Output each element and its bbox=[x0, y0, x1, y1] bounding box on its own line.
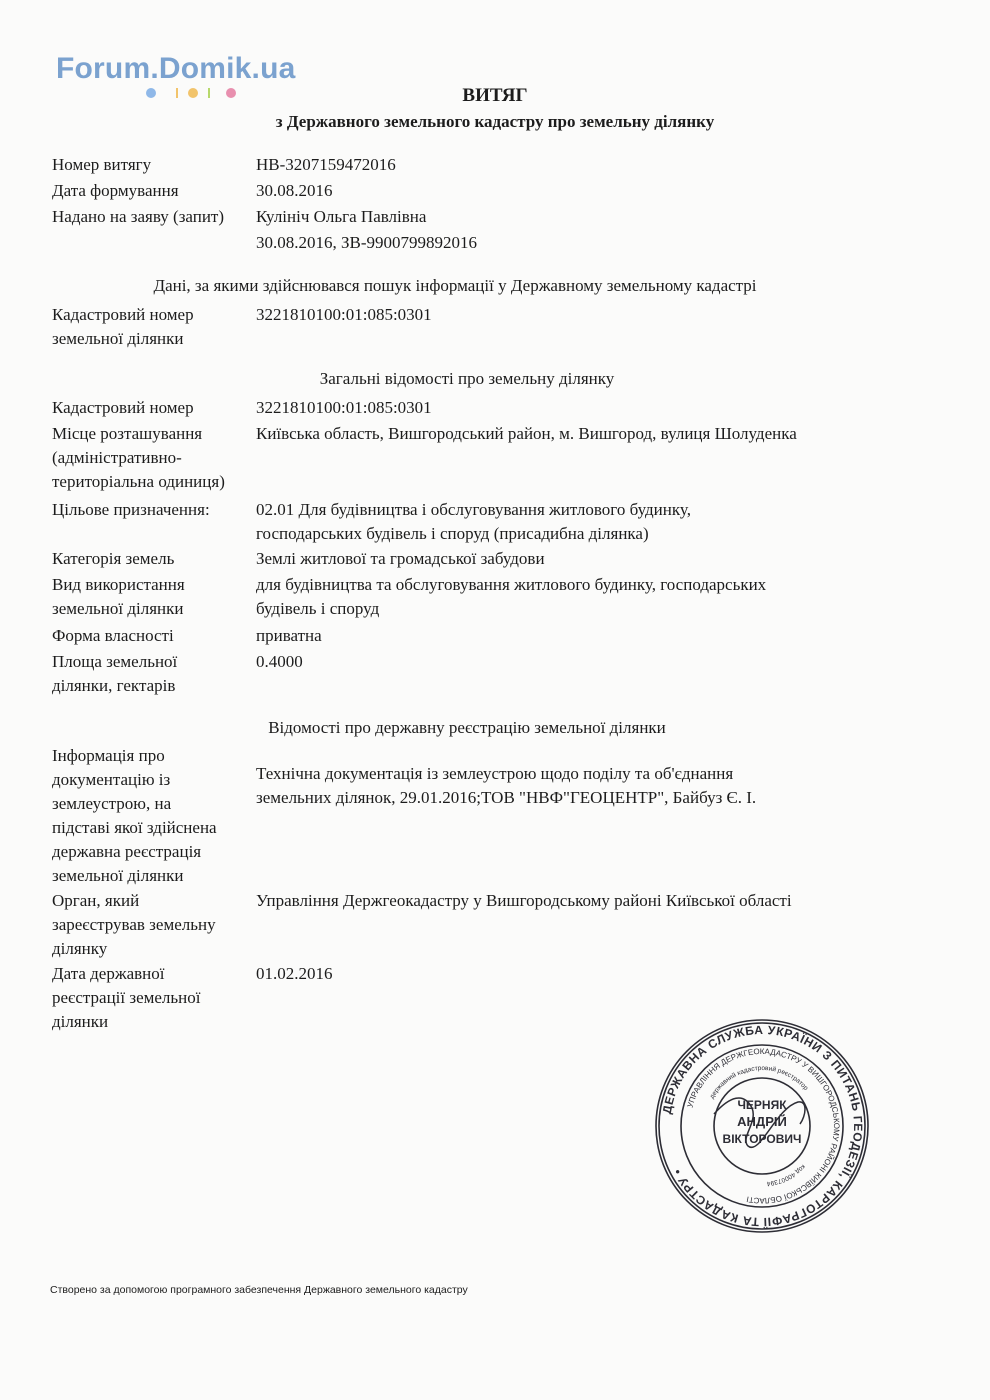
general-section-heading: Загальні відомості про земельну ділянку bbox=[319, 369, 615, 388]
label-line: Інформація про bbox=[52, 746, 165, 765]
search-section-heading: Дані, за якими здійснювався пошук інформації у Державному земельному кадастрі bbox=[153, 276, 757, 295]
general-field-value bbox=[256, 624, 946, 648]
value-line: земельних ділянок, 29.01.2016;ТОВ "НВФ"ГЕОЦЕНТР", Байбуз Є. І. bbox=[256, 788, 757, 807]
general-field-label bbox=[52, 498, 257, 522]
value-line: приватна bbox=[256, 626, 322, 645]
value-line: 3221810100:01:085:0301 bbox=[256, 398, 432, 417]
document-subtitle: з Державного земельного кадастру про земельну ділянку bbox=[275, 112, 715, 131]
label-line: Місце розташування bbox=[52, 424, 203, 443]
label-line: державна реєстрація bbox=[52, 842, 202, 861]
registration-section-heading: Відомості про державну реєстрацію земельної ділянки bbox=[268, 718, 666, 737]
formation-date-value: 30.08.2016 bbox=[256, 181, 333, 200]
forum-watermark: Forum.Domik.ua bbox=[56, 52, 296, 85]
official-stamp bbox=[652, 1016, 872, 1236]
general-field-label bbox=[52, 624, 257, 648]
registration-field-value bbox=[256, 762, 946, 810]
extract-number-value: НВ-3207159472016 bbox=[256, 155, 396, 174]
stamp-inner-text: УПРАВЛІННЯ ДЕРЖГЕОКАДАСТРУ У ВИШГОРОДСЬКОМУ РАЙОНІ КИЇВСЬКОЇ ОБЛАСТІ bbox=[685, 1046, 842, 1206]
stamp-name-line: АНДРІЙ bbox=[737, 1114, 787, 1129]
label-line: документацію із bbox=[52, 770, 171, 789]
value-line: Управління Держгеокадастру у Вишгородському районі Київської області bbox=[256, 891, 792, 910]
general-field-value bbox=[256, 650, 946, 674]
general-field-value bbox=[256, 422, 946, 446]
label-line: Цільове призначення: bbox=[52, 500, 210, 519]
stamp-name-line: ВІКТОРОВИЧ bbox=[722, 1132, 802, 1146]
general-field-label bbox=[52, 422, 257, 494]
value-line: 0.4000 bbox=[256, 652, 303, 671]
label-line: зареєстрував земельну bbox=[52, 915, 216, 934]
label-line: Категорія земель bbox=[52, 549, 175, 568]
request-details: 30.08.2016, ЗВ-9900799892016 bbox=[256, 233, 478, 252]
registration-field-label bbox=[52, 889, 257, 961]
registration-field-label bbox=[52, 962, 257, 1034]
applicant-name: Кулініч Ольга Павлівна bbox=[256, 207, 427, 226]
stamp-code-text: код 40007394 bbox=[766, 1162, 807, 1187]
extract-number-label: Номер витягу bbox=[52, 155, 152, 174]
value-line: Землі житлової та громадської забудови bbox=[256, 549, 545, 568]
label-line: Форма власності bbox=[52, 626, 174, 645]
label-line: ділянки bbox=[52, 1012, 109, 1031]
value-line: будівель і споруд bbox=[256, 599, 380, 618]
general-field-label bbox=[52, 547, 257, 571]
label-line: земельної ділянки bbox=[52, 599, 184, 618]
general-field-label bbox=[52, 396, 257, 420]
stamp-small-text: державний кадастровий реєстратор bbox=[708, 1064, 810, 1101]
label-line: Вид використання bbox=[52, 575, 185, 594]
label-line: ділянку bbox=[52, 939, 108, 958]
request-label: Надано на заяву (запит) bbox=[52, 207, 225, 226]
value-line: для будівництва та обслуговування житлового будинку, господарських bbox=[256, 575, 767, 594]
value-line: Технічна документація із землеустрою щодо поділу та об'єднання bbox=[256, 764, 734, 783]
label-line: Орган, який bbox=[52, 891, 140, 910]
label-line: територіальна одиниця) bbox=[52, 472, 225, 491]
general-field-label bbox=[52, 573, 257, 621]
general-field-value bbox=[256, 498, 946, 546]
formation-date-label: Дата формування bbox=[52, 181, 179, 200]
stamp-outer-text: ДЕРЖАВНА СЛУЖБА УКРАЇНИ З ПИТАНЬ ГЕОДЕЗІЇ, КАРТОГРАФІЇ ТА КАДАСТРУ • bbox=[659, 1022, 866, 1230]
registration-field-label bbox=[52, 744, 257, 888]
label-line: підставі якої здійснена bbox=[52, 818, 217, 837]
label-line: Кадастровий номер bbox=[52, 305, 194, 324]
value-line: Київська область, Вишгородський район, м. Вишгород, вулиця Шолуденка bbox=[256, 424, 797, 443]
label-line: реєстрації земельної bbox=[52, 988, 201, 1007]
label-line: ділянки, гектарів bbox=[52, 676, 176, 695]
general-field-label bbox=[52, 650, 257, 698]
registration-field-value bbox=[256, 962, 946, 986]
general-field-value bbox=[256, 396, 946, 420]
label-line: Кадастровий номер bbox=[52, 398, 194, 417]
search-cadastral-label bbox=[52, 303, 257, 351]
footer-note: Створено за допомогою програмного забезпечення Державного земельного кадастру bbox=[50, 1284, 468, 1296]
label-line: земельної ділянки bbox=[52, 866, 184, 885]
search-cadastral-value: 3221810100:01:085:0301 bbox=[256, 305, 432, 324]
value-line: 02.01 Для будівництва і обслуговування житлового будинку, bbox=[256, 500, 691, 519]
document-title: ВИТЯГ bbox=[462, 85, 528, 106]
label-line: землеустрою, на bbox=[52, 794, 172, 813]
general-field-value bbox=[256, 573, 946, 621]
label-line: Площа земельної bbox=[52, 652, 178, 671]
label-line: Дата державної bbox=[52, 964, 165, 983]
label-line: (адміністративно- bbox=[52, 448, 182, 467]
value-line: 01.02.2016 bbox=[256, 964, 333, 983]
stamp-name-line: ЧЕРНЯК bbox=[737, 1098, 787, 1112]
general-field-value bbox=[256, 547, 946, 571]
label-line: земельної ділянки bbox=[52, 329, 184, 348]
registration-field-value bbox=[256, 889, 946, 913]
value-line: господарських будівель і споруд (присадибна ділянка) bbox=[256, 524, 649, 543]
